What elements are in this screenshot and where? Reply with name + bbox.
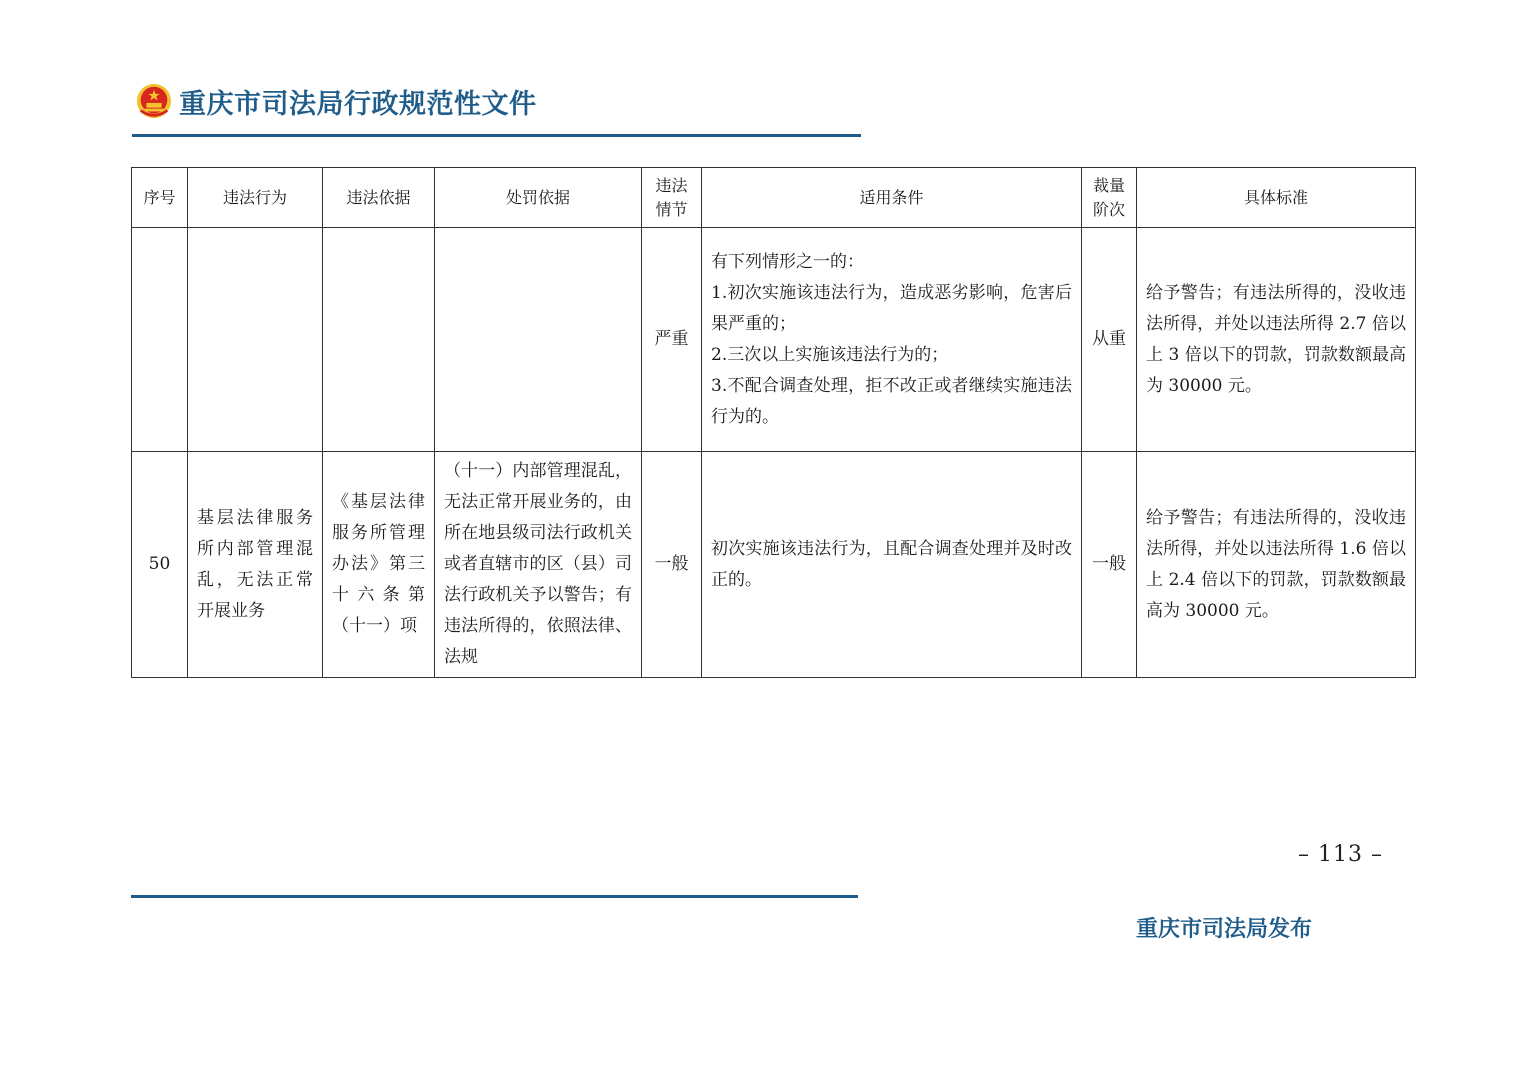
header-seq: 序号	[132, 168, 188, 228]
header-level: 裁量 阶次	[1082, 168, 1137, 228]
cell-standard: 给予警告；有违法所得的，没收违法所得，并处以违法所得 2.7 倍以上 3 倍以下的罚款，罚款数额最高为 30000 元。	[1137, 228, 1416, 452]
footer-rule	[131, 895, 858, 898]
header-standard: 具体标准	[1137, 168, 1416, 228]
condition-line: 1.初次实施该违法行为，造成恶劣影响，危害后果严重的；	[711, 282, 1072, 334]
cell-circumstance: 严重	[642, 228, 702, 452]
cell-level: 一般	[1082, 452, 1137, 678]
penalty-table	[131, 167, 1416, 678]
table-row	[132, 452, 1416, 678]
cell-seq	[132, 228, 188, 452]
cell-standard: 给予警告；有违法所得的，没收违法所得，并处以违法所得 1.6 倍以上 2.4 倍以下的罚款，罚款数额最高为 30000 元。	[1137, 452, 1416, 678]
condition-line: 初次实施该违法行为，且配合调查处理并及时改正的。	[711, 538, 1072, 590]
header-rule	[132, 134, 861, 137]
condition-line: 2.三次以上实施该违法行为的；	[711, 344, 949, 365]
cell-conditions	[702, 228, 1082, 452]
national-emblem-icon	[135, 82, 173, 120]
document-title: 重庆市司法局行政规范性文件	[179, 88, 537, 120]
header-penalty-basis: 处罚依据	[435, 168, 642, 228]
condition-line: 有下列情形之一的：	[711, 251, 864, 272]
document-header	[135, 80, 537, 122]
page-number: – 113 –	[1298, 842, 1383, 867]
cell-legal-basis: 《基层法律服务所管理办法》第三十六条第（十一）项	[323, 452, 435, 678]
cell-conditions	[702, 452, 1082, 678]
cell-level: 从重	[1082, 228, 1137, 452]
cell-seq: 50	[132, 452, 188, 678]
table-row	[132, 228, 1416, 452]
cell-legal-basis	[323, 228, 435, 452]
cell-behavior	[188, 228, 323, 452]
cell-penalty-basis: （十一）内部管理混乱，无法正常开展业务的，由所在地县级司法行政机关或者直辖市的区（县）司法行政机关予以警告；有违法所得的，依照法律、法规	[435, 452, 642, 678]
header-legal-basis: 违法依据	[323, 168, 435, 228]
header-behavior: 违法行为	[188, 168, 323, 228]
header-circumstance: 违法 情节	[642, 168, 702, 228]
condition-line: 3.不配合调查处理，拒不改正或者继续实施违法行为的。	[711, 375, 1072, 427]
cell-behavior: 基层法律服务所内部管理混乱，无法正常开展业务	[188, 452, 323, 678]
header-conditions: 适用条件	[702, 168, 1082, 228]
publisher-label: 重庆市司法局发布	[1136, 917, 1313, 942]
cell-circumstance: 一般	[642, 452, 702, 678]
table-header-row	[132, 168, 1416, 228]
cell-penalty-basis	[435, 228, 642, 452]
